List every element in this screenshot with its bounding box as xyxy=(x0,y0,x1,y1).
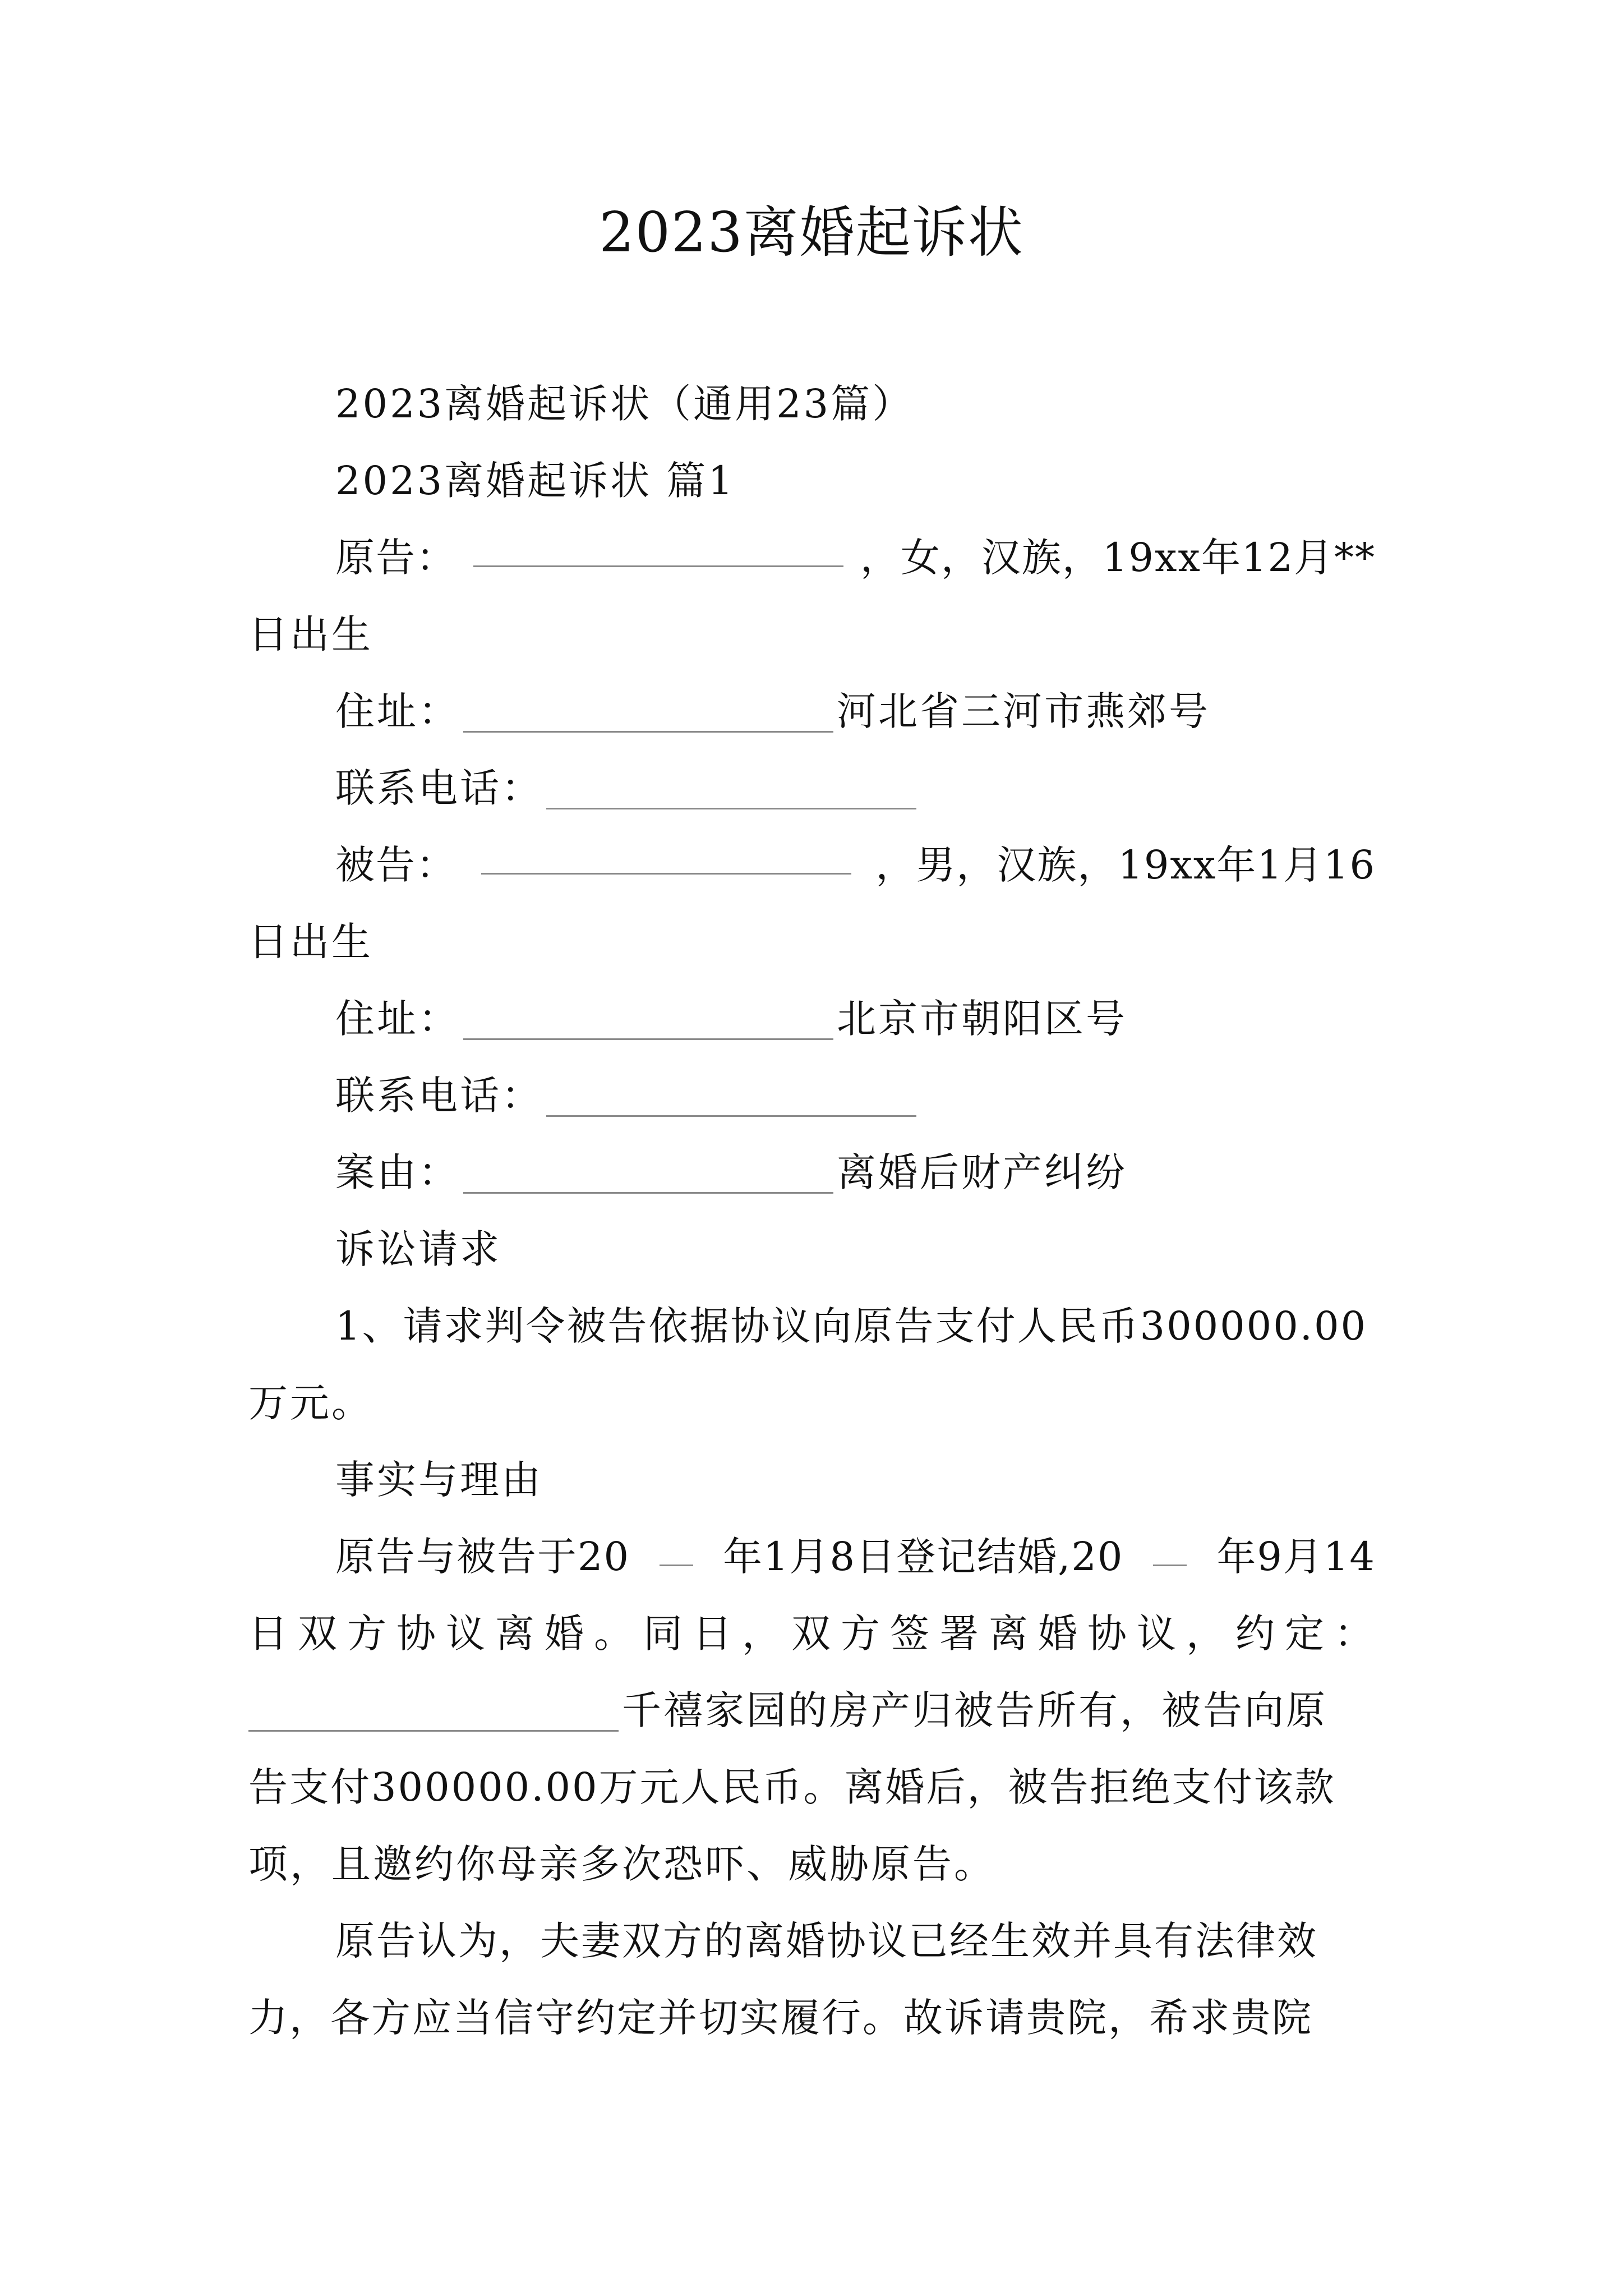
facts-line-3 xyxy=(248,1682,1327,1738)
defendant-phone-label: 联系电话： xyxy=(335,1073,543,1119)
claims-heading-text: 诉讼请求 xyxy=(335,1226,501,1272)
case-cause-blank xyxy=(463,1156,833,1194)
facts-line-2 xyxy=(248,1605,1384,1662)
facts-line-6-text: 原告认为，夫妻双方的离婚协议已经生效并具有法律效 xyxy=(335,1918,1318,1964)
defendant-address-line xyxy=(335,991,1127,1047)
defendant-details: ，男，汉族，19xx年1月16 xyxy=(875,842,1376,888)
claim-1-text: 1、请求判令被告依据协议向原告支付人民币300000.00 xyxy=(335,1303,1368,1349)
defendant-address-blank xyxy=(463,1002,833,1040)
agreement-blank xyxy=(248,1694,619,1732)
subtitle-line xyxy=(335,376,914,432)
defendant-phone-blank xyxy=(546,1079,916,1117)
plaintiff-name-blank xyxy=(473,530,843,567)
defendant-line xyxy=(335,837,1376,893)
plaintiff-label: 原告： xyxy=(335,535,457,581)
defendant-address-text: 北京市朝阳区号 xyxy=(837,996,1127,1042)
plaintiff-line xyxy=(335,530,1376,586)
facts-line-1-part-3: 年9月14 xyxy=(1216,1534,1376,1580)
case-cause-label: 案由： xyxy=(335,1149,460,1195)
plaintiff-address-label: 住址： xyxy=(335,688,460,734)
plaintiff-birth-line xyxy=(248,606,373,662)
year-blank-1 xyxy=(660,1529,693,1566)
plaintiff-phone-label: 联系电话： xyxy=(335,765,543,811)
plaintiff-address-line xyxy=(335,683,1210,739)
claims-heading-line xyxy=(335,1221,501,1277)
facts-line-4 xyxy=(248,1759,1336,1815)
section-heading-line xyxy=(335,453,735,509)
defendant-label: 被告： xyxy=(335,842,457,888)
plaintiff-phone-blank xyxy=(546,772,916,809)
plaintiff-address-text: 河北省三河市燕郊号 xyxy=(837,688,1210,734)
case-cause-line xyxy=(335,1144,1127,1200)
defendant-birth-text: 日出生 xyxy=(248,919,373,965)
document-title: 2023离婚起诉状 xyxy=(599,201,1024,265)
facts-line-1-part-1: 原告与被告于20 xyxy=(335,1534,630,1580)
facts-line-1 xyxy=(335,1529,1376,1585)
claim-1-continuation-line xyxy=(248,1375,373,1431)
defendant-address-label: 住址： xyxy=(335,996,460,1042)
case-cause-text: 离婚后财产纠纷 xyxy=(837,1149,1127,1195)
facts-line-5 xyxy=(248,1836,995,1892)
facts-line-7 xyxy=(248,1990,1313,2046)
plaintiff-birth-text: 日出生 xyxy=(248,611,373,657)
plaintiff-address-blank xyxy=(463,695,833,733)
claim-1-continuation-text: 万元。 xyxy=(248,1380,373,1426)
subtitle-text: 2023离婚起诉状（通用23篇） xyxy=(335,381,914,427)
facts-line-5-text: 项，且邀约你母亲多次恐吓、威胁原告。 xyxy=(248,1841,995,1887)
facts-line-6 xyxy=(335,1913,1318,1969)
plaintiff-phone-line xyxy=(335,760,920,816)
plaintiff-details: ，女，汉族，19xx年12月** xyxy=(860,535,1376,581)
facts-line-4-text: 告支付300000.00万元人民币。离婚后，被告拒绝支付该款 xyxy=(248,1764,1336,1810)
section-heading-text: 2023离婚起诉状 篇1 xyxy=(335,458,735,504)
facts-line-2-text: 日双方协议离婚。同日，双方签署离婚协议，约定： xyxy=(248,1611,1384,1657)
defendant-phone-line xyxy=(335,1068,920,1124)
facts-heading-text: 事实与理由 xyxy=(335,1457,543,1503)
year-blank-2 xyxy=(1153,1529,1187,1566)
claim-1-line xyxy=(335,1298,1367,1354)
defendant-name-blank xyxy=(481,837,851,875)
defendant-birth-line xyxy=(248,914,373,970)
facts-heading-line xyxy=(335,1452,543,1508)
facts-line-3-text: 千禧家园的房产归被告所有，被告向原 xyxy=(622,1687,1327,1733)
facts-line-1-part-2: 年1月8日登记结婚,20 xyxy=(723,1534,1124,1580)
facts-line-7-text: 力，各方应当信守约定并切实履行。故诉请贵院，希求贵院 xyxy=(248,1995,1313,2041)
